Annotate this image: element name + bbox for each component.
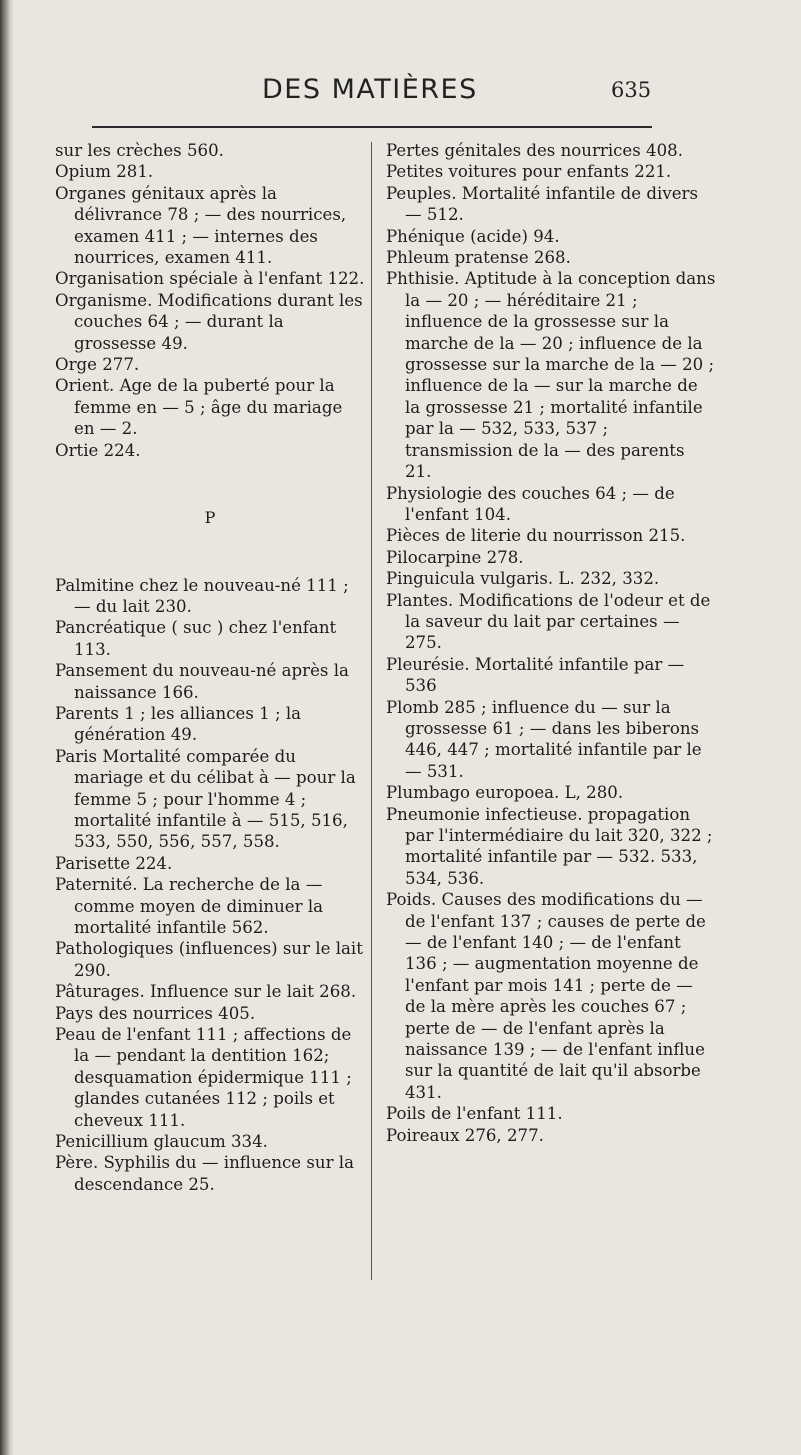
index-entry: Pinguicula vulgaris. L. 232, 332.	[386, 569, 660, 589]
page-number: 635	[611, 78, 652, 102]
index-entry: Pâturages. Influence sur le lait 268.	[55, 982, 357, 1002]
index-entry: Phénique (acide) 94.	[386, 226, 560, 246]
index-entry: Parents 1 ; les alliances 1 ; la génération 49.	[55, 703, 302, 745]
index-entry: Penicillium glaucum 334.	[55, 1132, 268, 1152]
index-entry: Plantes. Modifications de l'odeur et de la saveur du lait par certaines — 275.	[386, 590, 711, 653]
index-entry: Ortie 224.	[55, 440, 141, 460]
index-entry: sur les crèches 560.	[55, 141, 224, 160]
index-entry: Pneumonie infectieuse. propagation par l'intermédiaire du lait 320, 322 ; mortalité infantile par — 532. 533, 534, 536.	[386, 804, 713, 888]
index-entry: Organisme. Modifications durant les couches 64 ; — durant la grossesse 49.	[55, 290, 363, 353]
index-entry: Peau de l'enfant 111 ; affections de la — pendant la dentition 162; desquamation épidermique 111 ; glandes cutanées 112 ; poils et cheveux 111.	[55, 1025, 352, 1130]
index-entry: Pilocarpine 278.	[386, 547, 524, 567]
index-entry: Phleum pratense 268.	[386, 248, 571, 268]
page-header	[0, 74, 801, 114]
left-column	[55, 140, 365, 1195]
running-title: DES MATIÈRES	[262, 74, 478, 105]
header-rule	[92, 126, 652, 128]
column-divider	[371, 142, 372, 1280]
index-entry: Poils de l'enfant 111.	[386, 1104, 563, 1124]
index-entry: Parisette 224.	[55, 853, 173, 873]
index-entry: Paternité. La recherche de la — comme moyen de diminuer la mortalité infantile 562.	[55, 875, 324, 937]
index-entry: Pièces de literie du nourrisson 215.	[386, 526, 686, 546]
index-entry: Phthisie. Aptitude à la conception dans la — 20 ; — héréditaire 21 ; influence de la grossesse sur la marche de la — 20 ; influence de la grossesse sur la marche de la — 20 ; influence de la — sur la marche de la grossesse 21 ; mortalité infantile par la — 532, 533, 537 ; transmission de la — des parents 21.	[386, 269, 716, 482]
index-entry: Organes génitaux après la délivrance 78 ; — des nourrices, examen 411 ; — internes des nourrices, examen 411.	[55, 183, 347, 268]
page-binding-edge	[0, 0, 14, 1455]
index-entry: Pays des nourrices 405.	[55, 1003, 256, 1023]
index-entry: Plomb 285 ; influence du — sur la grossesse 61 ; — dans les biberons 446, 447 ; mortalité infantile par le — 531.	[386, 697, 702, 781]
index-entry: Petites voitures pour enfants 221.	[386, 162, 672, 182]
index-entry: Plumbago europoea. L, 280.	[386, 783, 624, 803]
index-entry: Organisation spéciale à l'enfant 122.	[55, 269, 365, 289]
index-entry: Poireaux 276, 277.	[386, 1125, 544, 1145]
index-entry: Pathologiques (influences) sur le lait 290.	[55, 939, 363, 980]
index-entry: Opium 281.	[55, 162, 154, 182]
right-column	[386, 140, 716, 1146]
index-entry: Paris Mortalité comparée du mariage et du célibat à — pour la femme 5 ; pour l'homme 4 ; mortalité infantile à — 515, 516, 533, 550, 556, 557, 558.	[55, 746, 356, 852]
index-entry: Orient. Age de la puberté pour la femme en — 5 ; âge du mariage en — 2.	[55, 376, 343, 439]
index-entry: Pansement du nouveau-né après la naissance 166.	[55, 661, 349, 702]
index-entry: Pertes génitales des nourrices 408.	[386, 141, 683, 160]
index-entry: Pleurésie. Mortalité infantile par — 536	[386, 654, 685, 696]
index-entry: Palmitine chez le nouveau-né 111 ; — du lait 230.	[55, 575, 349, 616]
index-entry: Peuples. Mortalité infantile de divers — 512.	[386, 183, 698, 225]
index-entry: Orge 277.	[55, 355, 140, 375]
index-entry: Pancréatique ( suc ) chez l'enfant 113.	[55, 618, 337, 659]
index-entry: Père. Syphilis du — influence sur la descendance 25.	[55, 1153, 355, 1194]
index-entry: Poids. Causes des modifications du — de l'enfant 137 ; causes de perte de — de l'enfant 140 ; — de l'enfant 136 ; — augmentation moyenne de l'enfant par mois 141 ; perte de — de la mère après les couches 67 ; perte de — de l'enfant après la naissance 139 ; — de l'enfant influe sur la quantité de lait qu'il absorbe 431.	[386, 890, 706, 1102]
index-entry: Physiologie des couches 64 ; — de l'enfant 104.	[386, 483, 675, 524]
section-letter-heading: P	[204, 508, 216, 528]
